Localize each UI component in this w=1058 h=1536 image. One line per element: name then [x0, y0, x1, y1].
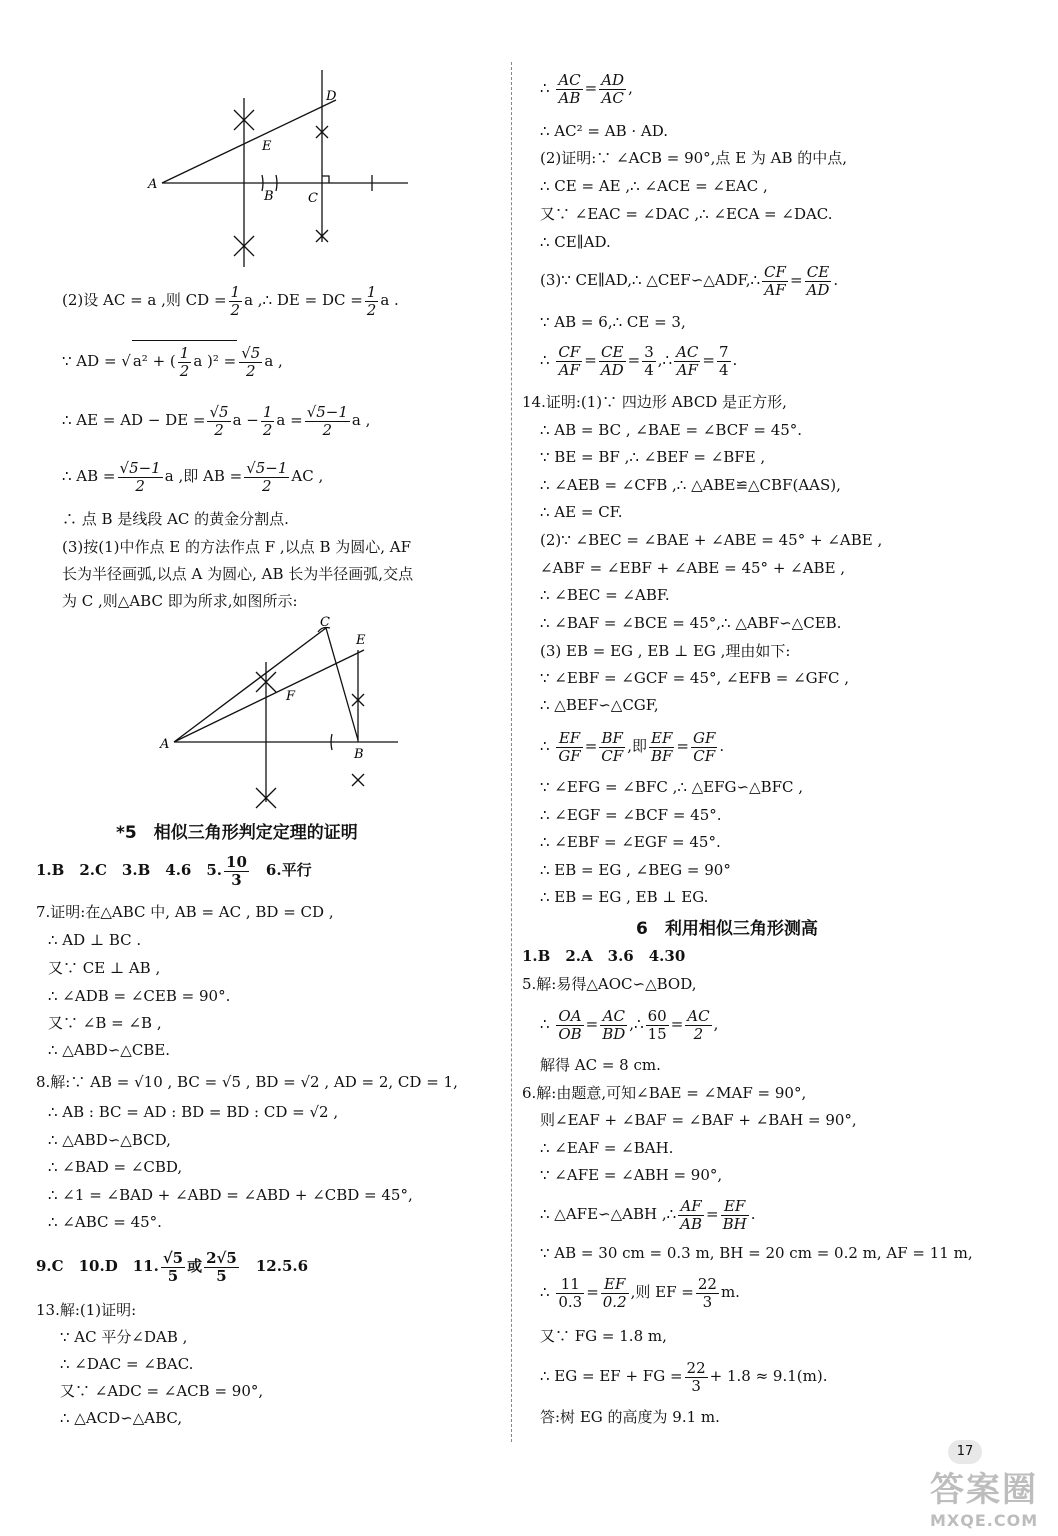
construction-figure-1: [140, 62, 420, 272]
q8-line-e: ∴ ∠ABC = 45°.: [48, 1213, 162, 1231]
q14-line-j: ∵ ∠EBF = ∠GCF = 45°, ∠EFB = ∠GFC ,: [540, 669, 850, 687]
fig2-label-c: C: [320, 615, 330, 630]
s6-line-a: 则∠EAF + ∠BAF = ∠BAF + ∠BAH = 90°,: [540, 1111, 857, 1129]
r-line-2: ∴ AC² = AB · AD.: [540, 122, 668, 140]
line-l7: 长为半径画弧,以点 A 为圆心, AB 长为半径画弧,交点: [62, 565, 414, 583]
q7-line-e: ∴ △ABD∽△CBE.: [48, 1041, 171, 1059]
q8-line: 8.解:∵ AB = √10 , BC = √5 , BD = √2 , AD = 2, CD = 1,: [36, 1073, 458, 1091]
q14-line-c: ∴ ∠AEB = ∠CFB ,∴ △ABE≌△CBF(AAS),: [540, 476, 841, 494]
fig1-label-e: E: [262, 139, 272, 154]
s6-line-d: ∴ △AFE∽△ABH ,∴ $\frac{AF}{AB}$ = $\frac{EF}{BH}$ .: [540, 1196, 756, 1233]
line-l3: ∴ AE = AD − DE = $\frac{√5}{2}$ a − $\frac{1}{2}$ a = $\frac{√5-1}{2}$ a ,: [62, 402, 371, 439]
answers-9-12: 9.C 10.D 11. $\frac{√5}{5}$ 或 $\frac{2√5}{5}$ 12.5.6: [36, 1248, 309, 1285]
r-line-5: 又∵ ∠EAC = ∠DAC ,∴ ∠ECA = ∠DAC.: [540, 205, 833, 223]
q8-line-b: ∴ △ABD∽△BCD,: [48, 1131, 171, 1149]
q14-line-e: (2)∵ ∠BEC = ∠BAE + ∠ABE = 45° + ∠ABE ,: [540, 531, 883, 549]
q14-line-p: ∴ EB = EG , ∠BEG = 90°: [540, 861, 731, 879]
s6-line-i: 答:树 EG 的高度为 9.1 m.: [540, 1408, 720, 1426]
page-number: 17: [948, 1440, 982, 1464]
r-line-4: ∴ CE = AE ,∴ ∠ACE = ∠EAC ,: [540, 177, 768, 195]
fig2-label-a: A: [160, 737, 170, 752]
q14-line-q: ∴ EB = EG , EB ⊥ EG.: [540, 888, 709, 906]
line-l4: ∴ AB = $\frac{√5-1}{2}$ a ,即 AB = $\frac{√5-1}{2}$ AC ,: [62, 458, 324, 495]
fig1-label-c: C: [308, 191, 318, 206]
s6-line-b: ∴ ∠EAF = ∠BAH.: [540, 1139, 674, 1157]
s6-line-g: 又∵ FG = 1.8 m,: [540, 1327, 667, 1345]
q8-line-a: ∴ AB : BC = AD : BD = BD : CD = √2 ,: [48, 1103, 339, 1121]
q14-line-k: ∴ △BEF∽△CGF,: [540, 696, 659, 714]
q7-line-a: ∴ AD ⊥ BC .: [48, 931, 142, 949]
answers-1-6: 1.B 2.C 3.B 4.6 5. $\frac{10}{3}$ 6.平行: [36, 852, 312, 889]
q14-line-f: ∠ABF = ∠EBF + ∠ABE = 45° + ∠ABE ,: [540, 559, 846, 577]
s6-line-f: ∴ $\frac{11}{0.3}$ = $\frac{EF}{0.2}$ ,则 EF = $\frac{22}{3}$ m.: [540, 1274, 740, 1311]
section-title-5: *5 相似三角形判定定理的证明: [116, 823, 358, 843]
column-divider: [511, 62, 512, 1442]
q14-line-n: ∴ ∠EGF = ∠BCF = 45°.: [540, 806, 722, 824]
q14-line-l: ∴ $\frac{EF}{GF}$ = $\frac{BF}{CF}$ ,即 $\frac{EF}{BF}$ = $\frac{GF}{CF}$ .: [540, 728, 725, 765]
r-line-1: ∴ $\frac{AC}{AB}$ = $\frac{AD}{AC}$ ,: [540, 70, 633, 107]
q14-line-o: ∴ ∠EBF = ∠EGF = 45°.: [540, 833, 721, 851]
s5-line-a: ∴ $\frac{OA}{OB}$ = $\frac{AC}{BD}$ ,∴ $\frac{60}{15}$ = $\frac{AC}{2}$ ,: [540, 1006, 719, 1043]
r-line-9: ∴ $\frac{CF}{AF}$ = $\frac{CE}{AD}$ = $\frac{3}{4}$ ,∴ $\frac{AC}{AF}$ = $\frac{7}{4}$ .: [540, 342, 738, 379]
watermark-top: 答案圈: [930, 1470, 1038, 1510]
s5-line: 5.解:易得△AOC∽△BOD,: [522, 975, 697, 993]
s6-line-e: ∵ AB = 30 cm = 0.3 m, BH = 20 cm = 0.2 m, AF = 11 m,: [540, 1244, 973, 1262]
q8-line-c: ∴ ∠BAD = ∠CBD,: [48, 1158, 183, 1176]
line-l5: ∴ 点 B 是线段 AC 的黄金分割点.: [62, 510, 289, 528]
answers-s1-4: 1.B 2.A 3.6 4.30: [522, 947, 686, 965]
q14-line-g: ∴ ∠BEC = ∠ABF.: [540, 586, 670, 604]
s6-line: 6.解:由题意,可知∠BAE = ∠MAF = 90°,: [522, 1084, 807, 1102]
line-l2: ∵ AD = √ a² + ( $\frac{1}{2}$ a )² = $\frac{√5}{2}$ a ,: [62, 340, 283, 381]
r-line-6: ∴ CE∥AD.: [540, 233, 611, 251]
q13-line-d: ∴ △ACD∽△ABC,: [60, 1409, 183, 1427]
r-line-8: ∵ AB = 6,∴ CE = 3,: [540, 313, 686, 331]
q14-line: 14.证明:(1)∵ 四边形 ABCD 是正方形,: [522, 393, 787, 411]
s6-line-c: ∵ ∠AFE = ∠ABH = 90°,: [540, 1166, 723, 1184]
q7-line-b: 又∵ CE ⊥ AB ,: [48, 959, 161, 977]
fig1-label-b: B: [264, 189, 274, 204]
line-l6: (3)按(1)中作点 E 的方法作点 F ,以点 B 为圆心, AF: [62, 538, 412, 556]
watermark-bottom: MXQE.COM: [930, 1511, 1039, 1530]
q7-line-d: 又∵ ∠B = ∠B ,: [48, 1014, 162, 1032]
section-title-6: 6 利用相似三角形测高: [636, 919, 818, 939]
q14-line-a: ∴ AB = BC , ∠BAE = ∠BCF = 45°.: [540, 421, 803, 439]
q13-line-c: 又∵ ∠ADC = ∠ACB = 90°,: [60, 1382, 264, 1400]
q14-line-i: (3) EB = EG , EB ⊥ EG ,理由如下:: [540, 642, 791, 660]
q7-line-c: ∴ ∠ADB = ∠CEB = 90°.: [48, 987, 231, 1005]
s6-line-h: ∴ EG = EF + FG = $\frac{22}{3}$ + 1.8 ≈ 9.1(m).: [540, 1358, 828, 1395]
fig2-label-f: F: [286, 689, 296, 704]
q13-line-a: ∵ AC 平分∠DAB ,: [60, 1328, 188, 1346]
q13-line: 13.解:(1)证明:: [36, 1301, 137, 1319]
r-line-7: (3)∵ CE∥AD,∴ △CEF∽△ADF,∴ $\frac{CF}{AF}$ = $\frac{CE}{AD}$ .: [540, 262, 839, 299]
line-l8: 为 C ,则△ABC 即为所求,如图所示:: [62, 592, 298, 610]
q7-line: 7.证明:在△ABC 中, AB = AC , BD = CD ,: [36, 903, 334, 921]
q14-line-d: ∴ AE = CF.: [540, 503, 623, 521]
r-line-3: (2)证明:∵ ∠ACB = 90°,点 E 为 AB 的中点,: [540, 149, 848, 167]
q13-line-b: ∴ ∠DAC = ∠BAC.: [60, 1355, 194, 1373]
fig1-label-d: D: [326, 89, 337, 104]
line-l1: (2)设 AC = a ,则 CD = $\frac{1}{2}$ a ,∴ DE = DC = $\frac{1}{2}$ a .: [62, 282, 399, 319]
fig2-label-e: E: [356, 633, 366, 648]
fig2-label-b: B: [354, 747, 364, 762]
fig1-label-a: A: [148, 177, 158, 192]
q14-line-h: ∴ ∠BAF = ∠BCE = 45°,∴ △ABF∽△CEB.: [540, 614, 842, 632]
q14-line-b: ∵ BE = BF ,∴ ∠BEF = ∠BFE ,: [540, 448, 766, 466]
watermark: [930, 1462, 1050, 1530]
q14-line-m: ∵ ∠EFG = ∠BFC ,∴ △EFG∽△BFC ,: [540, 778, 804, 796]
s5-line-d: 解得 AC = 8 cm.: [540, 1056, 661, 1074]
construction-figure-2: [150, 612, 410, 812]
q8-line-d: ∴ ∠1 = ∠BAD + ∠ABD = ∠ABD + ∠CBD = 45°,: [48, 1186, 413, 1204]
